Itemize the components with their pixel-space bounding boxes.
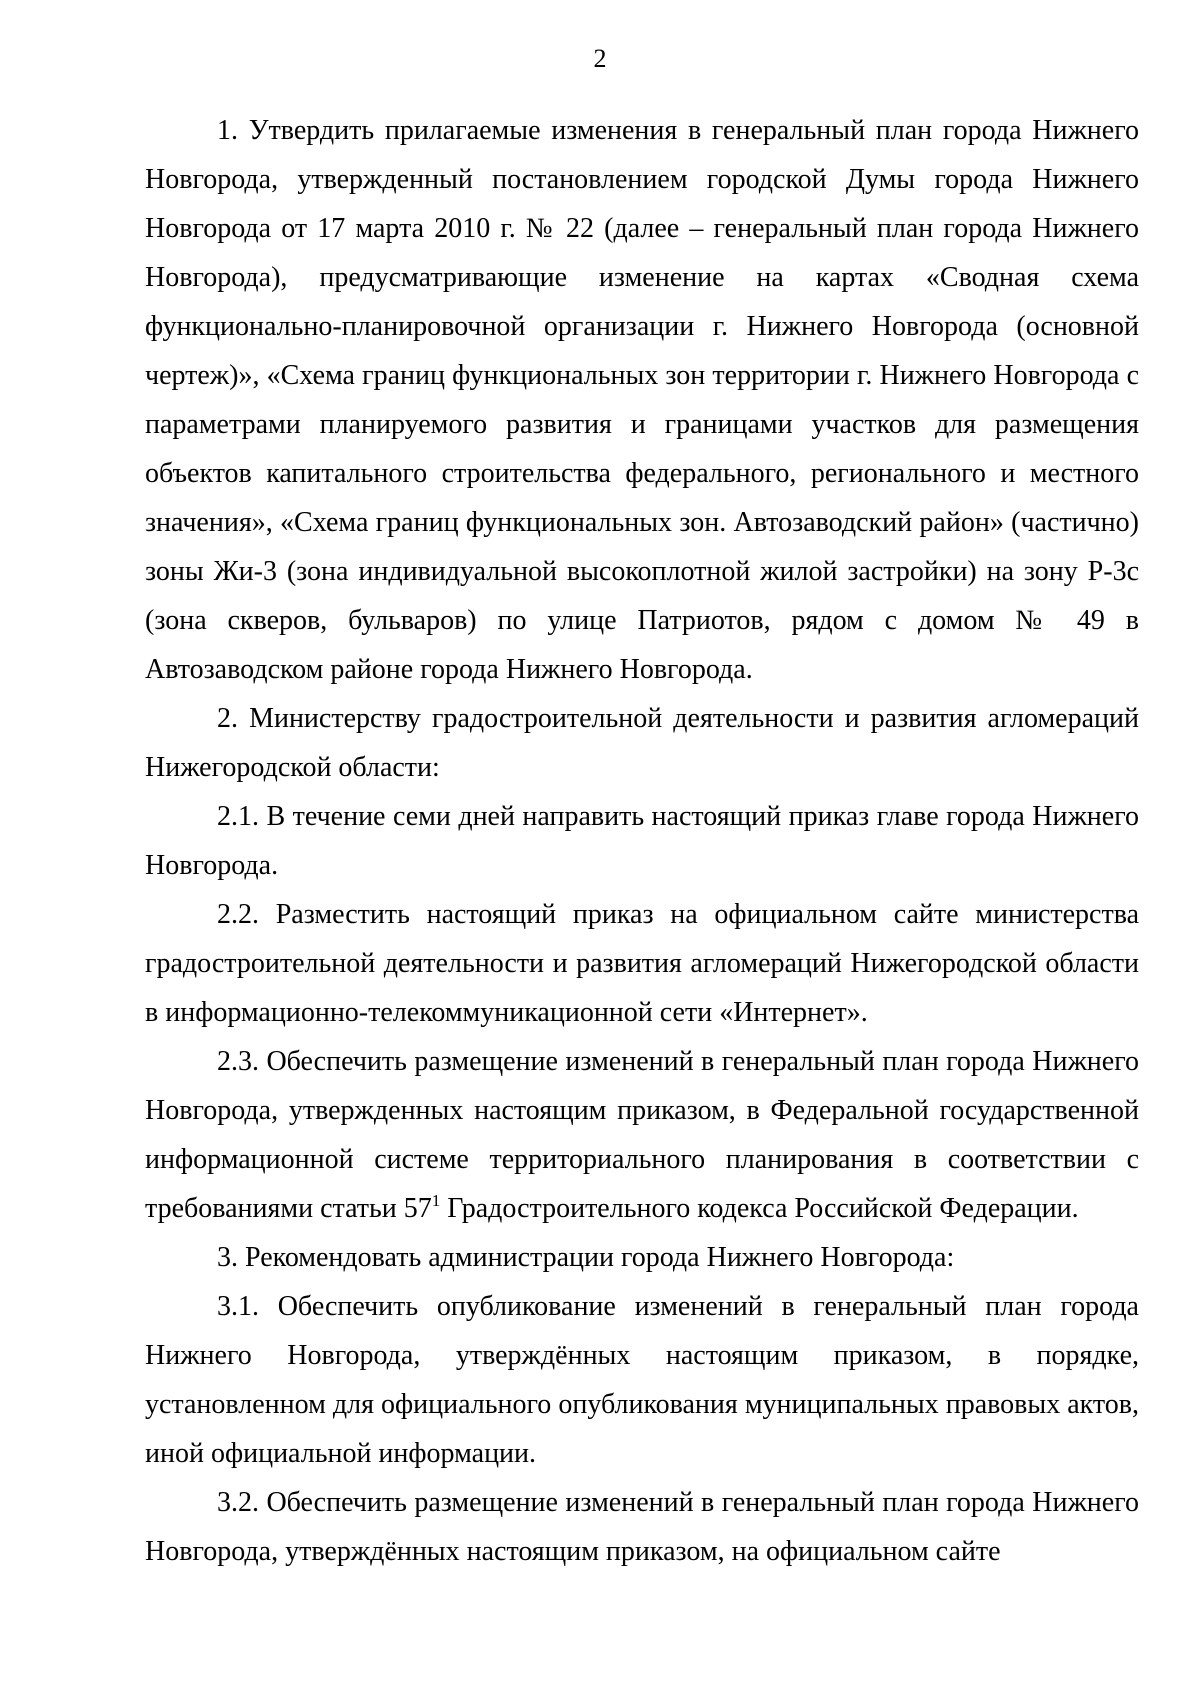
paragraph-2-3-text-after: Градостроительного кодекса Российской Федерации. xyxy=(440,1193,1079,1224)
paragraph-3-1: 3.1. Обеспечить опубликование изменений в генеральный план города Нижнего Новгорода, утверждённых настоящим приказом, в порядке, установленном для официального опубликования муниципальных правовых актов, иной официальной информации. xyxy=(145,1291,1139,1469)
page-number: 2 xyxy=(593,44,607,73)
paragraph-2-3 xyxy=(145,1037,1139,1233)
paragraph-3: 3. Рекомендовать администрации города Нижнего Новгорода: xyxy=(217,1242,955,1273)
paragraph-3-2: 3.2. Обеспечить размещение изменений в генеральный план города Нижнего Новгорода, утверждённых настоящим приказом, на официальном сайте xyxy=(145,1487,1139,1567)
paragraph-2-3-text-before: 2.3. Обеспечить размещение изменений в генеральный план города Нижнего Новгорода, утвержденных настоящим приказом, в Федеральной государственной информационной системе территориального планирования в соответствии с требованиями статьи 57 xyxy=(145,1046,1139,1224)
document-body xyxy=(145,106,1139,1576)
paragraph-2: 2. Министерству градостроительной деятельности и развития агломераций Нижегородской области: xyxy=(145,703,1139,783)
paragraph-2-1: 2.1. В течение семи дней направить настоящий приказ главе города Нижнего Новгорода. xyxy=(145,801,1139,881)
paragraph-2-2: 2.2. Разместить настоящий приказ на официальном сайте министерства градостроительной деятельности и развития агломераций Нижегородской области в информационно-телекоммуникационной сети «Интернет». xyxy=(145,899,1139,1028)
paragraph-1: 1. Утвердить прилагаемые изменения в генеральный план города Нижнего Новгорода, утвержденный постановлением городской Думы города Нижнего Новгорода от 17 марта 2010 г. № 22 (далее – генеральный план города Нижнего Новгорода), предусматривающие изменение на картах «Сводная схема функционально-планировочной организации г. Нижнего Новгорода (основной чертеж)», «Схема границ функциональных зон территории г. Нижнего Новгорода с параметрами планируемого развития и границами участков для размещения объектов капитального строительства федерального, регионального и местного значения», «Схема границ функциональных зон. Автозаводский район» (частично) зоны Жи-3 (зона индивидуальной высокоплотной жилой застройки) на зону Р-3с (зона скверов, бульваров) по улице Патриотов, рядом с домом № 49 в Автозаводском районе города Нижнего Новгорода. xyxy=(145,115,1139,685)
article-superscript: 1 xyxy=(431,1191,441,1210)
